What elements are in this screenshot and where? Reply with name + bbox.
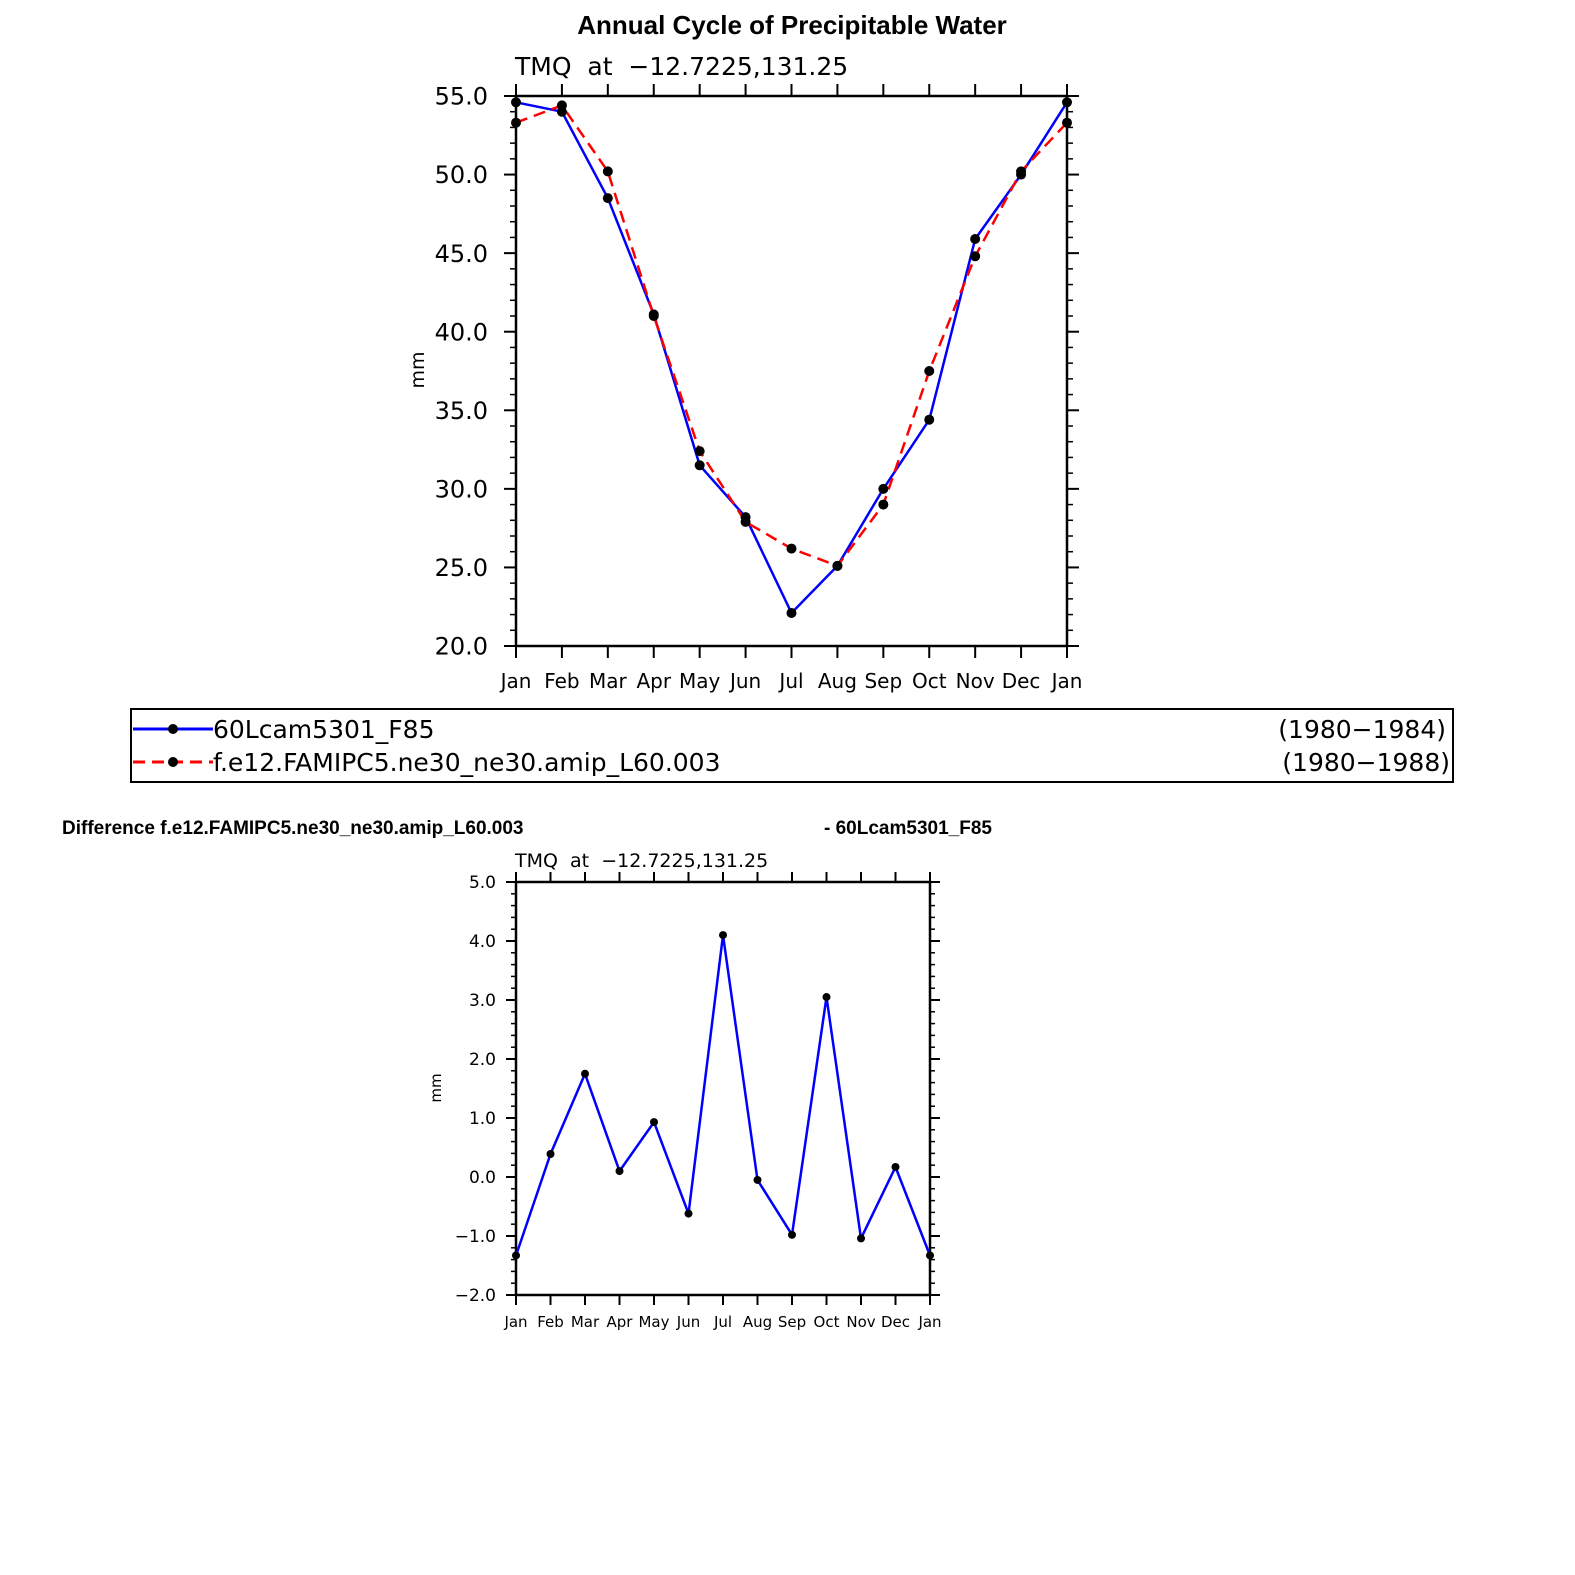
bottom-x-tick-label: Apr <box>606 1313 633 1331</box>
bottom-y-tick-label: 1.0 <box>468 1109 496 1130</box>
bottom-series-1-point <box>823 993 831 1001</box>
top-y-tick-label: 35.0 <box>434 396 488 425</box>
top-series-2-point <box>878 500 888 510</box>
top-y-tick-label: 55.0 <box>434 82 488 111</box>
bottom-y-tick-label: 0.0 <box>468 1168 496 1189</box>
top-series-2-point <box>557 100 567 110</box>
bottom-y-tick-label: 2.0 <box>468 1050 496 1071</box>
top-y-tick-label: 45.0 <box>434 239 488 268</box>
top-y-tick-label: 20.0 <box>434 632 488 661</box>
top-series-2-point <box>649 311 659 321</box>
top-series-1-point <box>970 234 980 244</box>
top-x-tick-label: Mar <box>588 669 627 693</box>
bottom-x-tick-label: Aug <box>742 1313 773 1331</box>
top-series-1-point <box>695 460 705 470</box>
bottom-series-1-point <box>892 1163 900 1171</box>
top-series-line-2 <box>516 105 1067 566</box>
bottom-x-tick-label: Jul <box>713 1313 733 1331</box>
top-y-tick-label: 40.0 <box>434 318 488 347</box>
bottom-x-tick-label: Jun <box>676 1313 701 1331</box>
bottom-x-tick-label: Jan <box>504 1313 528 1331</box>
top-x-tick-label: May <box>678 669 721 693</box>
top-chart-ylabel: mm <box>407 351 429 389</box>
legend-period-2: (1980−1988) <box>1282 748 1450 777</box>
top-y-tick-label: 50.0 <box>434 161 488 190</box>
legend-label-1: 60Lcam5301_F85 <box>213 715 435 744</box>
top-x-tick-label: Dec <box>1001 669 1041 693</box>
top-series-1-point <box>1062 97 1072 107</box>
bottom-chart-ylabel: mm <box>427 1073 445 1103</box>
bottom-series-1-point <box>926 1251 934 1259</box>
bottom-x-tick-label: Mar <box>570 1313 600 1331</box>
bottom-series-1-point <box>581 1070 589 1078</box>
bottom-chart-subtitle: TMQ at −12.7225,131.25 <box>515 850 769 872</box>
top-x-tick-label: Jan <box>500 669 532 693</box>
top-x-tick-label: Feb <box>544 669 580 693</box>
top-series-2-point <box>695 446 705 456</box>
bottom-chart-axes <box>455 872 942 1331</box>
top-chart-subtitle: TMQ at −12.7225,131.25 <box>515 52 849 81</box>
bottom-series-1-point <box>788 1231 796 1239</box>
bottom-series-1-point <box>616 1167 624 1175</box>
bottom-series-1-point <box>547 1150 555 1158</box>
top-x-tick-label: Nov <box>955 669 995 693</box>
top-series-1-point <box>511 97 521 107</box>
bottom-chart-title-right: - 60Lcam5301_F85 <box>824 818 992 839</box>
top-series-1-point <box>878 484 888 494</box>
top-series-2-point <box>1062 118 1072 128</box>
top-x-tick-label: Apr <box>636 669 672 693</box>
bottom-chart-title: Difference f.e12.FAMIPC5.ne30_ne30.amip_L60.003 <box>62 818 524 839</box>
legend-period-1: (1980−1984) <box>1278 715 1446 744</box>
top-series-1-point <box>924 415 934 425</box>
top-series-1-point <box>603 193 613 203</box>
top-chart-plot-area <box>511 97 1072 618</box>
bottom-x-tick-label: Jan <box>918 1313 942 1331</box>
bottom-series-1-point <box>857 1234 865 1242</box>
bottom-x-tick-label: Dec <box>880 1313 911 1331</box>
top-series-2-point <box>603 166 613 176</box>
bottom-x-tick-label: Feb <box>537 1313 564 1331</box>
top-series-2-point <box>787 544 797 554</box>
bottom-series-1-point <box>754 1176 762 1184</box>
top-chart-axes <box>435 83 1083 693</box>
bottom-y-tick-label: 3.0 <box>468 991 496 1012</box>
top-series-2-point <box>1016 166 1026 176</box>
bottom-x-tick-label: Oct <box>813 1313 840 1331</box>
top-x-tick-label: Sep <box>864 669 903 693</box>
bottom-series-1-point <box>719 931 727 939</box>
bottom-y-tick-label: 4.0 <box>468 932 496 953</box>
top-series-2-point <box>924 366 934 376</box>
bottom-y-tick-label: −2.0 <box>454 1286 496 1307</box>
top-chart-title: Annual Cycle of Precipitable Water <box>577 10 1007 40</box>
top-series-2-point <box>741 517 751 527</box>
top-series-2-point <box>511 118 521 128</box>
top-x-tick-label: Oct <box>911 669 947 693</box>
legend-label-2: f.e12.FAMIPC5.ne30_ne30.amip_L60.003 <box>213 748 721 777</box>
top-x-tick-label: Jul <box>779 669 804 693</box>
bottom-series-1-point <box>512 1251 520 1259</box>
top-y-tick-label: 25.0 <box>434 554 488 583</box>
bottom-series-1-point <box>685 1210 693 1218</box>
legend-swatch-marker-1 <box>168 724 178 734</box>
top-series-line-1 <box>516 102 1067 613</box>
bottom-x-tick-label: May <box>638 1313 670 1331</box>
top-series-2-point <box>970 251 980 261</box>
bottom-x-tick-label: Nov <box>846 1313 876 1331</box>
legend <box>131 709 1453 782</box>
bottom-series-line-1 <box>516 935 930 1255</box>
top-x-tick-label: Jan <box>1051 669 1083 693</box>
top-x-tick-label: Aug <box>817 669 857 693</box>
bottom-chart-plot-area <box>512 931 934 1259</box>
top-series-2-point <box>832 561 842 571</box>
top-y-tick-label: 30.0 <box>434 475 488 504</box>
bottom-y-tick-label: 5.0 <box>468 873 496 894</box>
top-series-1-point <box>787 608 797 618</box>
legend-swatch-marker-2 <box>168 757 178 767</box>
top-x-tick-label: Jun <box>729 669 762 693</box>
bottom-x-tick-label: Sep <box>777 1313 807 1331</box>
bottom-y-tick-label: −1.0 <box>454 1227 496 1248</box>
bottom-series-1-point <box>650 1118 658 1126</box>
